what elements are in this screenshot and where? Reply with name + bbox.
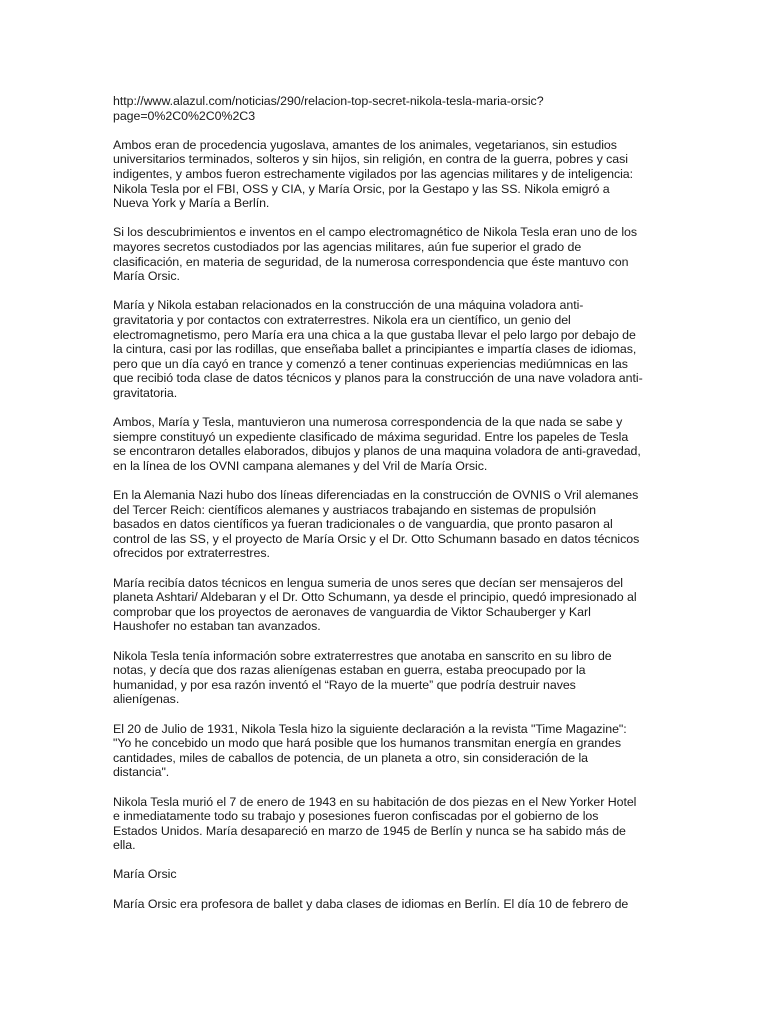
paragraph-death-ray: Nikola Tesla tenía información sobre extraterrestres que anotaba en sanscrito en su libro de notas, y decía que dos razas alienígenas estaban en guerra, estaba preocupado por la humanidad, y por esa razón inventó el “Rayo de la muerte” que podría destruir naves alienígenas. — [113, 648, 612, 707]
document-page — [113, 94, 658, 926]
paragraph-flying-machine: María y Nikola estaban relacionados en la construcción de una máquina voladora anti- gravitatoria y por contactos con extraterrestres. Nikola era un científico, un genio del electromagnetismo, pero María era una chica a la que gustaba llevar el pelo largo por debajo de la cintura, casi por las rodillas, que enseñaba ballet a principiantes e impartía clases de idiomas, pero que un día cayó en trance y comenzó a tener continuas experiencias mediúmnicas en las que recibió toda clase de datos técnicos y planos para la construcción de una nave voladora anti- gravitatoria. — [113, 298, 643, 400]
paragraph-nazi-germany: En la Alemania Nazi hubo dos líneas diferenciadas en la construcción de OVNIS o Vril alemanes del Tercer Reich: científicos alemanes y austriacos trabajando en sistemas de propulsión basados en datos científicos ya fueran tradicionales o de vanguardia, que pronto pasaron al control de las SS, y el proyecto de María Orsic y el Dr. Otto Schumann basado en datos técnicos ofrecidos por extraterrestres. — [113, 488, 640, 561]
paragraph-time-magazine: El 20 de Julio de 1931, Nikola Tesla hizo la siguiente declaración a la revista "Time Magazine": "Yo he concebido un modo que hará posible que los humanos transmitan energía en grandes cantidades, miles de caballos de potencia, de un planeta a otro, sin consideración de la distancia". — [113, 721, 627, 780]
paragraph-origins: Ambos eran de procedencia yugoslava, amantes de los animales, vegetarianos, sin estudios universitarios terminados, solteros y sin hijos, sin religión, en contra de la guerra, pobres y casi indigentes, y ambos fueron estrechamente vigilados por las agencias militares y de inteligencia: Nikola Tesla por el FBI, OSS y CIA, y María Orsic, por la Gestapo y las SS. Nikola emigró a Nueva York y María a Berlín. — [113, 137, 634, 211]
paragraph-correspondence: Ambos, María y Tesla, mantuvieron una numerosa correspondencia de la que nada se sabe y siempre constituyó un expediente clasificado de máxima seguridad. Entre los papeles de Tesla se encontraron detalles elaborados, dibujos y planos de una maquina voladora de anti-gravedad, en la línea de los OVNI campana alemanes y del Vril de María Orsic. — [113, 415, 641, 473]
section-heading-maria-orsic: María Orsic — [113, 867, 177, 882]
source-url: http://www.alazul.com/noticias/290/relacion-top-secret-nikola-tesla-maria-orsic? page=0%2C0%2C0%2C3 — [113, 94, 544, 123]
paragraph-maria-orsic-bio: María Orsic era profesora de ballet y daba clases de idiomas en Berlín. El día 10 de febrero de — [113, 896, 629, 911]
paragraph-secrets: Si los descubrimientos e inventos en el campo electromagnético de Nikola Tesla eran uno de los mayores secretos custodiados por las agencias militares, aún fue superior el grado de clasificación, en materia de seguridad, de la numerosa correspondencia que éste mantuvo con María Orsic. — [113, 225, 638, 284]
paragraph-death-and-disappearance: Nikola Tesla murió el 7 de enero de 1943 en su habitación de dos piezas en el New Yorker Hotel e inmediatamente todo su trabajo y posesiones fueron confiscadas por el gobierno de los Estados Unidos. María desapareció en marzo de 1945 de Berlín y nunca se ha sabido más de ella. — [113, 794, 637, 853]
paragraph-sumerian-data: María recibía datos técnicos en lengua sumeria de unos seres que decían ser mensajeros del planeta Ashtari/ Aldebaran y el Dr. Otto Schumann, ya desde el principio, quedó impresionado al comprobar que los proyectos de aeronaves de vanguardia de Viktor Schauberger y Karl Haushofer no estaban tan avanzados. — [113, 575, 637, 634]
